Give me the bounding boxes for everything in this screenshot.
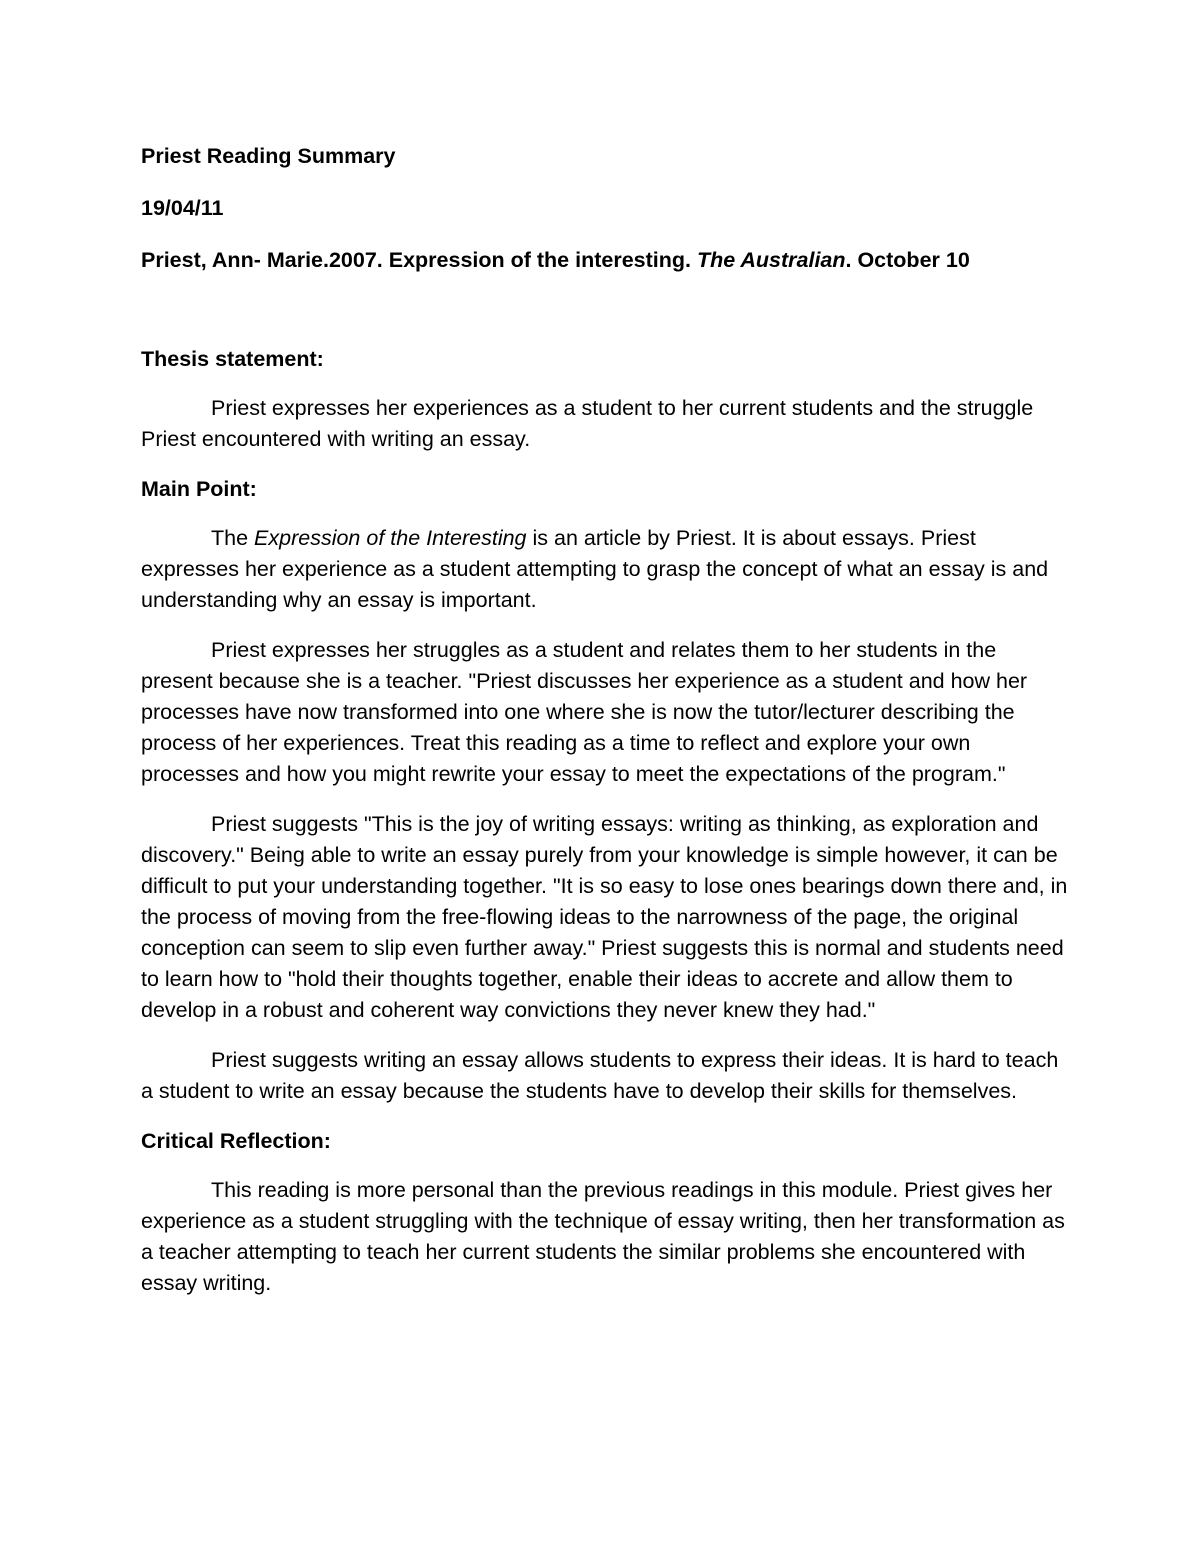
document-title: Priest Reading Summary xyxy=(141,144,396,168)
citation-date: . October 10 xyxy=(845,248,970,272)
paragraph-text: is an article by Priest. It is about essays. Priest expresses her experience as a student attempting to grasp the concept of what an essay is and understanding why an essay is important. xyxy=(141,526,1049,612)
main-point-paragraph-3: Priest suggests "This is the joy of writing essays: writing as thinking, as exploration and discovery." Being able to write an essay purely from your knowledge is simple however, it can be difficult to put your understanding together. "It is so easy to lose ones bearings down there and, in the process of moving from the free-flowing ideas to the narrowness of the page, the original conception can seem to slip even further away." Priest suggests this is normal and students need to learn how to "hold their thoughts together, enable their ideas to accrete and allow them to develop in a robust and coherent way convictions they never knew they had." xyxy=(141,812,1068,1022)
document-page xyxy=(141,142,1071,1299)
citation-text: Priest, Ann- Marie.2007. Expression of the interesting. xyxy=(141,248,697,272)
main-point-paragraph-2: Priest expresses her struggles as a student and relates them to her students in the present because she is a teacher. "Priest discusses her experience as a student and how her processes have now transformed into one where she is now the tutor/lecturer describing the process of her experiences. Treat this reading as a time to reflect and explore your own processes and how you might rewrite your essay to meet the expectations of the program." xyxy=(141,638,1028,786)
main-point-heading: Main Point: xyxy=(141,477,257,501)
main-point-paragraph-4: Priest suggests writing an essay allows students to express their ideas. It is hard to teach a student to write an essay because the students have to develop their skills for themselves. xyxy=(141,1048,1059,1103)
document-date: 19/04/11 xyxy=(141,196,224,220)
critical-reflection-heading: Critical Reflection: xyxy=(141,1129,331,1153)
thesis-paragraph: Priest expresses her experiences as a student to her current students and the struggle Priest encountered with writing an essay. xyxy=(141,396,1034,451)
thesis-heading: Thesis statement: xyxy=(141,347,324,371)
main-point-paragraph-1 xyxy=(141,523,1071,616)
citation-source: The Australian xyxy=(696,248,846,272)
critical-reflection-paragraph: This reading is more personal than the previous readings in this module. Priest gives her experience as a student struggling with the technique of essay writing, then her transformation as a teacher attempting to teach her current students the similar problems she encountered with essay writing. xyxy=(141,1178,1065,1295)
paragraph-text: The xyxy=(211,526,255,550)
citation xyxy=(141,246,1071,274)
article-title: Expression of the Interesting xyxy=(254,526,527,550)
